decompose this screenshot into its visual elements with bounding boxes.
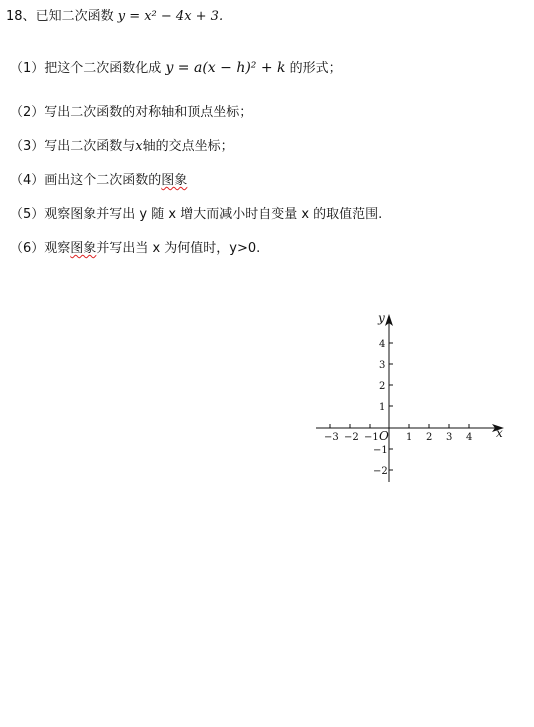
y-tick-label: 4 (379, 339, 386, 350)
question-5: （5）观察图象并写出 y 随 x 增大而减小时自变量 x 的取值范围. (10, 207, 383, 222)
problem-number: 18 (6, 9, 23, 24)
question-6: （6）观察图象并写出当 x 为何值时，y>0. (10, 241, 261, 256)
problem-prompt: 已知二次函数 (35, 9, 114, 24)
problem-title: 18、已知二次函数 y = x² − 4x + 3. (6, 9, 224, 24)
question-number: （2） (10, 105, 45, 120)
question-2: （2）写出二次函数的对称轴和顶点坐标； (10, 105, 253, 120)
x-tick-label: −3 (324, 432, 339, 443)
function-formula: y = x² − 4x + 3. (117, 9, 224, 24)
vertex-form-formula: y = a(x − h)² + k (165, 60, 286, 76)
question-4: （4）画出这个二次函数的图象 (10, 173, 188, 188)
y-tick-label: −1 (373, 445, 388, 456)
question-3: （3）写出二次函数与x轴的交点坐标； (10, 139, 234, 154)
y-tick-label: 3 (379, 360, 386, 371)
question-number: （1） (10, 61, 45, 76)
spellcheck-flag: 图象 (161, 173, 188, 188)
question-1: （1）把这个二次函数化成 y = a(x − h)² + k 的形式； (10, 60, 342, 76)
x-axis-label: x (496, 426, 503, 440)
x-tick-label: 4 (466, 432, 473, 443)
question-number: （3） (10, 139, 45, 154)
x-tick-label: 3 (446, 432, 453, 443)
y-tick-label: 1 (379, 402, 386, 413)
x-tick-label: −2 (344, 432, 359, 443)
origin-label: O (379, 429, 389, 443)
x-tick-label: −1 (364, 432, 379, 443)
coordinate-axes (312, 306, 512, 486)
x-tick-label: 2 (426, 432, 433, 443)
y-tick-label: 2 (379, 381, 386, 392)
question-number: （5） (10, 207, 45, 222)
x-tick-label: 1 (406, 432, 413, 443)
question-number: （4） (10, 173, 45, 188)
question-number: （6） (10, 241, 45, 256)
spellcheck-flag: 图象 (70, 241, 97, 256)
y-tick-label: −2 (373, 466, 388, 477)
y-axis-label: y (378, 311, 385, 325)
